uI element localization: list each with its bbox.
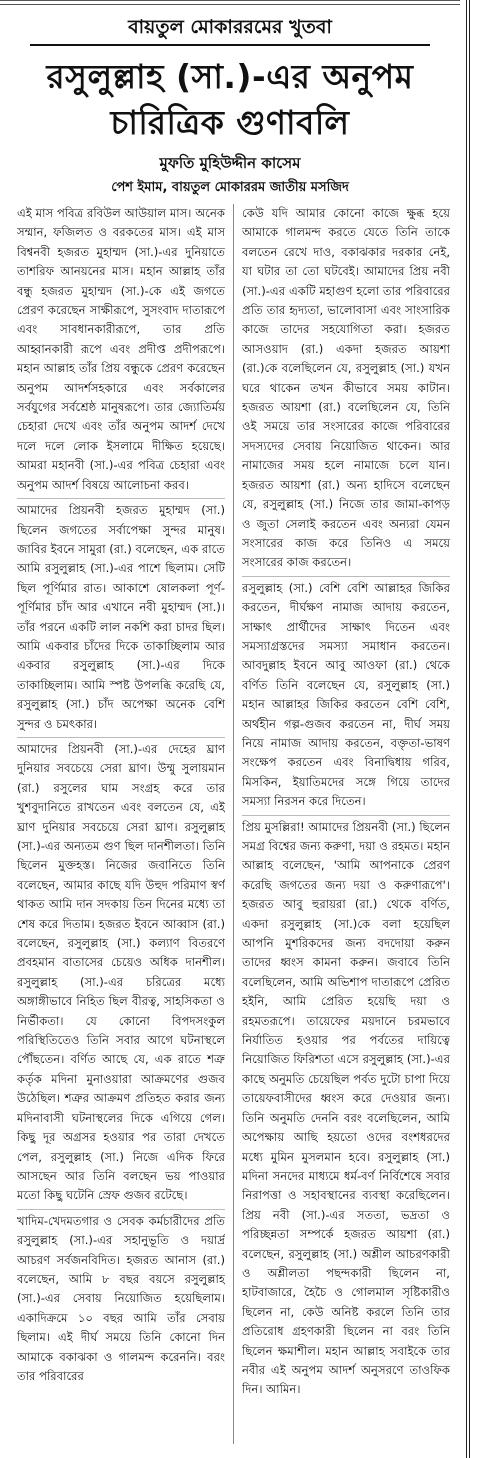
paragraph: খাদিম-খেদমতগার ও সেবক কর্মচারীদের প্রতি রসুলুল্লাহ (সা.)-এর সহানুভূতি ও দয়ার্দ্র আচরণ সর্বজনবিদিত। হজরত আনাস (রা.) বলেছেন, আমি ৮ বছর বয়সে রসুলুল্লাহ (সা.)-এর সেবায় নিয়োজিত হয়েছিলাম। একাদিক্রমে ১০ বছর আমি তাঁর সেবায় ছিলাম। এই দীর্ঘ সময়ে তিনি কোনো দিন আমাকে বকাঝকা ও গালমন্দ করেননি। বরং তার পরিবারের	[17, 1213, 225, 1383]
page-edge-rule	[466, 0, 470, 1458]
left-column	[17, 204, 225, 1450]
section-kicker: বায়তুল মোকাররমের খুতবা	[128, 16, 332, 38]
author-name: মুফতি মুহিউদ্দীন কাসেম	[159, 154, 301, 172]
paragraph: প্রিয় মুসল্লিরা! আমাদের প্রিয়নবী (সা.) ছিলেন সমগ্র বিশ্বের জন্য করুণা, দয়া ও রহমত। মহান আল্লাহ বলেছেন, 'আমি আপনাকে প্রেরণ করেছি জগতের জন্য দয়া ও করুণারূপে'। হজরত আবু হুরায়রা (রা.) থেকে বর্ণিত, একদা রসুলুল্লাহ (সা.)কে বলা হয়েছিল আপনি মুশরিকদের জন্য বদদোয়া করুন তাদের ধ্বংস কামনা করুন। জবাবে তিনি বলেছিলেন, আমি অভিশাপ দাতারূপে প্রেরিত হইনি, আমি প্রেরিত হয়েছি দয়া ও রহমতরূপে। তায়েফের ময়দানে চরমভাবে নির্যাতিত হওয়ার পর পর্বতের দায়িত্বে নিয়োজিত ফিরিশতা এসে রসুলুল্লাহ (সা.)-এর কাছে অনুমতি চেয়েছিল পর্বত দুটো চাপা দিয়ে তায়েফবাসীদের ধ্বংস করে দেওয়ার জন্য। তিনি অনুমতি দেননি বরং বলেছিলেন, আমি অপেক্ষায় আছি হয়তো ওদের বংশধরদের মধ্যে মুমিন মুসলমান হবে। রসুলুল্লাহ (সা.) মদিনা সনদের মাধ্যমে ধর্ম-বর্ণ নির্বিশেষে সবার নিরাপত্তা ও সহাবস্থানের ব্যবস্থা করেছিলেন। প্রিয় নবী (সা.)-এর সততা, ভদ্রতা ও পরিচ্ছন্নতা সম্পর্কে হজরত আয়শা (রা.) বলেছেন, রসুলুল্লাহ (সা.) অশ্লীল আচরণকারী ও অশ্লীলতা পছন্দকারী ছিলেন না, হাটবাজারে, হৈচৈ ও গোলমাল সৃষ্টিকারীও ছিলেন না, কেউ অনিষ্ট করলে তিনি তার প্রতিরোধ গ্রহণকারী ছিলেন না বরং তিনি ছিলেন ক্ষমাশীল। মহান আল্লাহ সবাইকে তার নবীর এই অনুপম আদর্শ অনুসরণে তাওফিক দিন। আমিন।	[242, 819, 450, 1397]
paragraph: কেউ যদি আমার কোনো কাজে ক্ষুব্ধ হয়ে আমাকে গালমন্দ করতে যেতে তিনি তাকে বলতেন রেখে দাও, বকাঝকার দরকার নেই, যা ঘটার তা তো ঘটবেই। আমাদের প্রিয় নবী (সা.)-এর একটি মহাগুণ হলো তার পরিবারের প্রতি তার হৃদ্যতা, ভালোবাসা এবং সাংসারিক কাজে তাদের সহযোগিতা করা। হজরত আসওয়াদ (রা.) একদা হজরত আয়শা (রা.)কে বলেছিলেন যে, রসুলুল্লাহ (সা.) যখন ঘরে থাকেন তখন কীভাবে সময় কাটান। হজরত আয়শা (রা.) বলেছিলেন যে, তিনি ওই সময়ে তার সংসারের কাজে পরিবারের সদস্যদের সেবায় নিয়োজিত থাকেন। আর নামাজের সময় হলে নামাজে চলে যান। হজরত আয়শা (রা.) অন্য হাদিসে বলেছেন যে, রসুলুল্লাহ (সা.) নিজে তার জামা-কাপড় ও জুতা সেলাই করতেন এবং অন্যরা যেমন সংসারের কাজ করে তিনিও এ সময়ে সংসারের কাজ করতেন।	[242, 204, 450, 577]
paragraph: আমাদের প্রিয়নবী (সা.)-এর দেহের ঘ্রাণ দুনিয়ার সবচেয়ে সেরা ঘ্রাণ। উম্মু সুলায়মান (রা.) রসুলের ঘাম সংগ্রহ করে তার খুশবুদানিতে রাখতেন এবং বলতেন যে, এই ঘ্রাণ দুনিয়ার সবচেয়ে সেরা ঘ্রাণ। রসুলুল্লাহ (সা.)-এর অন্যতম গুণ ছিল দানশীলতা। তিনি ছিলেন মুক্তহস্ত। নিজের জবানিতে তিনি বলেছেন, আমার কাছে যদি উহুদ পরিমাণ স্বর্ণ থাকত আমি দান সদকায় তিন দিনের মধ্যে তা শেষ করে দিতাম। হজরত ইবনে আব্বাস (রা.) বলেছেন, রসুলুল্লাহ (সা.) কল্যাণ বিতরণে প্রবহমান বাতাসের চেয়েও অধিক দানশীল। রসুলুল্লাহ (সা.)-এর চরিত্রের মধ্যে অঙ্গাঙ্গীভাবে নিহিত ছিল বীরত্ব, সাহসিকতা ও নির্ভীকতা। যে কোনো বিপদসংকুল পরিস্থিতিতেও তিনি সবার আগে ঘটনাস্থলে পৌঁছতেন। বর্ণিত আছে যে, এক রাতে শত্রু কর্তৃক মদিনা মুনাওয়ারা আক্রমণের গুজব উঠেছিল। শত্রুর আক্রমণ প্রতিহত করার জন্য মদিনাবাসী ঘটনাস্থলের দিকে এগিয়ে গেল। কিছু দূর অগ্রসর হওয়ার পর তারা দেখতে পেল, রসুলুল্লাহ (সা.) নিজে এদিক ফিরে আসছেন আর তিনি বলছেন ভয় পাওয়ার মতো কিছু ঘটেনি স্রেফ গুজব রটেছে।	[17, 740, 225, 1210]
right-column	[242, 204, 450, 1450]
kicker-underline	[30, 44, 430, 46]
top-rule	[0, 0, 460, 5]
headline-line-2: চারিত্রিক গুণাবলি	[110, 103, 350, 142]
paragraph: রসুলুল্লাহ (সা.) বেশি বেশি আল্লাহর জিকির করতেন, দীর্ঘক্ষণ নামাজ আদায় করতেন, সাক্ষাৎ প্রার্থীদের সাক্ষাৎ দিতেন এবং সমস্যাগ্রস্তদের সমস্যা সমাধান করতেন। আবদুল্লাহ ইবনে আবু আওফা (রা.) থেকে বর্ণিত তিনি বলেছেন যে, রসুলুল্লাহ (সা.) মহান আল্লাহর জিকির করতেন বেশি বেশি, অর্থহীন গল্প-গুজব করতেন না, দীর্ঘ সময় নিয়ে নামাজ আদায় করতেন, বক্তৃতা-ভাষণ সংক্ষেপ করতেন এবং বিনাদ্বিধায় গরিব, মিসকিন, ইয়াতিমদের সঙ্গে গিয়ে তাদের সমস্যা নিরসন করে দিতেন।	[242, 579, 450, 816]
headline-line-1: রসুলুল্লাহ (সা.)-এর অনুপম	[46, 57, 414, 96]
paragraph: এই মাস পবিত্র রবিউল আউয়াল মাস। অনেক সম্মান, ফজিলত ও বরকতের মাস। এই মাস বিশ্বনবী হজরত মুহাম্মদ (সা.)-এর দুনিয়াতে তাশরিফ আনয়নের মাস। মহান আল্লাহ তাঁর বন্ধু হজরত মুহাম্মদ (সা.)-কে এই জগতে প্রেরণ করেছেন সাক্ষীরূপে, সুসংবাদ দাতারূপে এবং সাবধানকারীরূপে, তার প্রতি আহ্বানকারী রূপে এবং প্রদীপ্ত প্রদীপরূপে। মহান আল্লাহ তাঁর প্রিয় বন্ধুকে প্রেরণ করেছেন অনুপম আদর্শসহকারে এবং সর্বকালের সর্বযুগের সর্বশ্রেষ্ঠ মানুষরূপে। তার জ্যোতির্ময় চেহারা দেখে এবং তাঁর অনুপম আদর্শ দেখে দলে দলে লোক ইসলামে দীক্ষিত হয়েছে। আমরা মহানবী (সা.)-এর পবিত্র চেহারা এবং অনুপম আদর্শ বিষয়ে আলোচনা করব।	[17, 204, 225, 499]
paragraph: আমাদের প্রিয়নবী হজরত মুহাম্মদ (সা.) ছিলেন জগতের সর্বাপেক্ষা সুন্দর মানুষ। জাবির ইবনে সামুরা (রা.) বলেছেন, এক রাতে আমি রসুলুল্লাহ (সা.)-এর পাশে ছিলাম। সেটি ছিল পূর্ণিমার রাত। আকাশে ষোলকলা পূর্ণ-পূর্ণিমার চাঁদ আর এখানে নবী মুহাম্মদ (সা.)। তাঁর পরনে একটি লাল নকশি করা চাদর ছিল। আমি একবার চাঁদের দিকে তাকাচ্ছিলাম আর একবার রসুলুল্লাহ (সা.)-এর দিকে তাকাচ্ছিলাম। আমি স্পষ্ট উপলব্ধি করেছি যে, রসুলুল্লাহ (সা.) চাঁদ অপেক্ষা অনেক বেশি সুন্দর ও চমৎকার।	[17, 501, 225, 738]
author-role: পেশ ইমাম, বায়তুল মোকাররম জাতীয় মসজিদ	[111, 180, 349, 195]
column-divider	[233, 204, 234, 1444]
